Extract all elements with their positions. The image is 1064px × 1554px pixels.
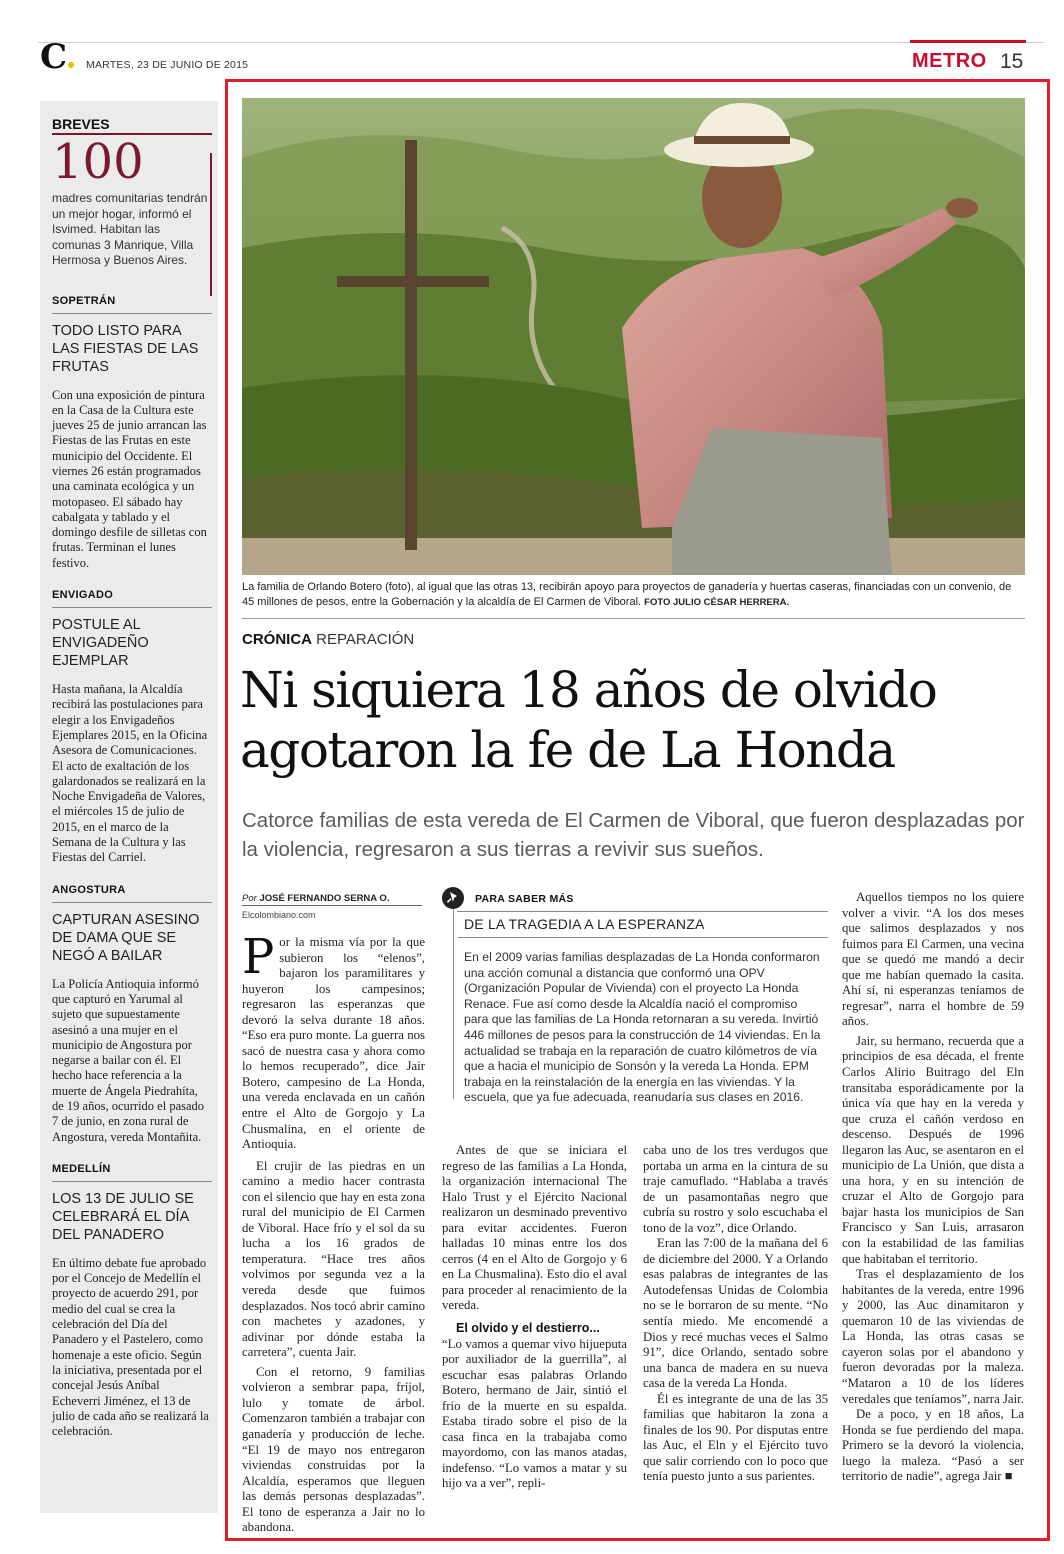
pin-icon [442,887,464,909]
byline [242,893,422,906]
author-name: JOSÉ FERNANDO SERNA O. [259,893,390,904]
farmer-photo-illustration [242,98,1025,575]
briefs-number: 100 [52,134,144,190]
paragraph: Antes de que se iniciara el regreso de las familias a La Honda, la organización internacional The Halo Trust y el Ejército Nacional realizaron un desminado preventivo para evitar accidentes. Fueron halladas 10 minas entre los dos cerros (4 en el Alto de Gorgojo y 6 en La Chusmalina). Esto dio el aval para proceder al renacimiento de la vereda. [442,1143,627,1313]
brief-body: En último debate fue aprobado por el Concejo de Medellín el proyecto de acuerdo 291, por medio del cual se crea la celebración del Día del Panadero y el Pastelero, como homenaje a este oficio. Según la iniciativa, presentada por el concejal Jesús Aníbal Echeverri Jiménez, el 13 de julio de cada año se realizará la celebración. [52,1255,209,1439]
box-headline: DE LA TRAGEDIA A LA ESPERANZA [464,916,705,932]
page-number: 15 [1000,50,1024,73]
brief-headline: LOS 13 DE JULIO SE CELEBRARÁ EL DÍA DEL PANADERO [52,1190,194,1243]
box-headline-rule [458,937,828,938]
kicker-label: CRÓNICA [242,631,312,648]
box-body: En el 2009 varias familias desplazadas de La Honda conformaron una acción comunal a distancia que conformó una OPV (Organización Popular de Vivienda) con el proyecto La Honda Renace. Fue así como desde la Alcaldía nació el compromiso para que las familias de La Honda retornaran a su vereda. Invirtió 446 millones de pesos para la construcción de 14 viviendas. En la actualidad se trabaja en la reparación de cuatro kilómetros de vía que a hacia el municipio de Sonsón y la vereda La Honda. EPM trabaja en la reinstalación de la energía en las viviendas. Y la escuela, que ya fue adecuada, reanudaría sus clases en 2016. [464,950,821,1105]
issue-date: MARTES, 23 DE JUNIO DE 2015 [86,59,249,71]
box-vertical-rule [453,909,454,1099]
caption-rule [242,618,1025,619]
section-subhead: El olvido y el destierro... [456,1321,600,1336]
paragraph: El crujir de las piedras en un camino a medio hacer contrasta con el silencio que hay en esta zona rural del municipio de El Carmen de Viboral. Hace frío y el sol da su lucha a los 16 grados de temperatura. “Hace tres años volvimos por segunda vez a la vereda desde que fuimos desplazados. Nos tocó abrir camino con machetes y azadones, y adivinar por dónde estaba la carretera”, cuenta Jair. [242,1158,425,1360]
article-column-2 [442,1143,627,1492]
article-column-3 [643,1143,828,1485]
section-name: METRO [912,50,987,72]
box-title: PARA SABER MÁS [475,893,574,905]
brief-body: Con una exposición de pintura en la Casa de la Cultura este jueves 25 de junio arrancan las Fiestas de las Frutas en este municipio del Occidente. El viernes 26 están programados una caminata ecológica y un motopaseo. El sábado hay cabalgata y tablado y el domingo desfile de silletas con frutas. Terminan el lunes festivo. [52,387,207,570]
brief-item [52,1163,210,1440]
paragraph [242,929,425,1153]
photo-caption [242,580,1025,610]
paragraph-text: or la misma vía por la que subieron los “elenos”, bajaron los paramilitares y huyeron los campesinos; regresaron las esperanzas que devoró la selva durante 18 años. “Eso era puro monte. La guerra nos sacó de nuestra casa y ahora como lo hemos recuperado”, dice Jair Botero, campesino de La Honda, una vereda enclavada en un cañón entre el Alto de Gorgojo y La Chusmalina, en el oriente de Antioquia. [242,935,425,1152]
brief-place: SOPETRÁN [52,295,212,314]
box-top-rule [457,911,828,912]
pin-icon-glyph [442,887,464,909]
logo-dot [68,62,74,68]
article-dek: Catorce familias de esta vereda de El Carmen de Viboral, que fueron desplazadas por la violencia, regresaron a sus tierras a revivir sus sueños. [242,809,1025,861]
briefs-accent-rule [210,153,212,296]
section-bar [910,40,1026,43]
article-kicker [242,631,414,648]
brief-headline: POSTULE AL ENVIGADEÑO EJEMPLAR [52,617,149,670]
article-photo [242,98,1025,575]
paragraph: Con el retorno, 9 familias volvieron a sembrar papa, fríjol, lulo y tomate de árbol. Comenzaron también a trabajar con ganadería y producción de leche. “El 19 de mayo nos entregaron viviendas construidas por la Alcaldía, esperamos que lleguen las demás personas desplazadas”. El tono de esperanza a Jair no lo abandona. [242,1364,425,1535]
header-rule [38,42,1044,43]
caption-text: La familia de Orlando Botero (foto), al igual que las otras 13, recibirán apoyo para proyectos de ganadería y huertas caseras, financiadas con un convenio, de 45 millones de pesos, entre la Gobernación y la alcaldía de El Carmen de Viboral. [242,581,1012,608]
paragraph: De a poco, y en 18 años, La Honda se fue perdiendo del mapa. Primero se la devoró la violencia, luego la maleza. “Pasó a ser territorio de nadie”, agrega Jair ■ [842,1407,1024,1484]
paragraph: Tras el desplazamiento de los habitantes de la vereda, entre 1996 y 2000, las Auc dinamitaron y quemaron 10 de las viviendas de La Honda, las otras casas se cayeron solas por el abandono y fueron devoradas por la maleza. “Mataron a 10 de los líderes veredales que teníamos”, narra Jair. [842,1267,1024,1406]
brief-body: La Policía Antioquia informó que capturó en Yarumal al sujeto que supuestamente asesinó a una mujer en el municipio de Angostura por negarse a bailar con él. El hecho hace referencia a la muerte de Ángela Piedrahíta, de 19 años, ocurrido el pasado 7 de junio, en zona rural de Angostura, vereda Montañita. [52,976,205,1144]
byline-prefix: Por [242,893,257,904]
paragraph: “Lo vamos a quemar vivo hijueputa por auxiliador de la guerrilla”, al escuchar esas palabras Orlando Botero, hermano de Jair, sintió el frío de la muerte en su espalda. Estaba tirado sobre el piso de la casa finca en la trabajaba como mayordomo, con las manos atadas, indefenso. “Lo vamos a matar y su hijo va a ver”, repli- [442,1336,627,1491]
briefs-sidebar [40,101,218,1513]
briefs-number-text: madres comunitarias tendrán un mejor hogar, informó el Isvimed. Habitan las comunas 3 Manrique, Villa Hermosa y Buenos Aires. [52,191,208,267]
newspaper-logo: C [40,40,74,74]
paragraph: Aquellos tiempos no los quiere volver a vivir. “A los dos meses que salimos desplazados y nos fuimos para El Carmen, una vecina que se quedó me mandó a decir que me habían quemado la casita. Ahí sí, ni esperanzas teníamos de regresar”, narra el hombre de 59 años. [842,890,1024,1029]
brief-place: ENVIGADO [52,589,212,608]
article-headline [240,660,1040,780]
paragraph: Él es integrante de una de las 35 familias que habitaron la zona a finales de los 90. Por disputas entre las Auc, el Eln y el Ejército tuvo que salir corriendo con lo poco que tenía puesto junto a sus parientes. [643,1391,828,1484]
brief-item [52,589,210,866]
headline-line-2: agotaron la fe de La Honda [240,721,895,779]
article-column-1 [242,929,425,1536]
byline-site: Elcolombiano.com [242,910,316,920]
photo-credit: FOTO JULIO CÉSAR HERRERA. [644,596,790,608]
drop-cap: P [242,929,275,985]
paragraph: Eran las 7:00 de la mañana del 6 de diciembre del 2000. Y a Orlando esas palabras de integrantes de las Autodefensas Unidas de Colombia no se le borraron de su mente. “No sentía miedo. Me encomendé a Dios y recé muchas veces el Salmo 91”, dice Orlando, sentado sobre una banca de madera en su nueva casa de la vereda La Honda. [643,1236,828,1391]
article-column-4 [842,890,1024,1485]
paragraph: Jair, su hermano, recuerda que a principios de esa década, el frente Carlos Alirio Buitrago del Eln transitaba esporádicamente por la única vía que hay en la vereda y que cruza el cañón verdoso en descenso. Después de 1996 llegaron las Auc, se asentaron en el municipio de La Unión, que dista a una hora, y en su intención de cruzar el Alto de Gorgojo para bajar hasta los municipios de San Francisco y San Luis, arrasaron con la estabilidad de las familias que habitaban el territorio. [842,1033,1024,1266]
brief-item [52,295,210,572]
brief-headline: CAPTURAN ASESINO DE DAMA QUE SE NEGÓ A BAILAR [52,911,200,964]
brief-place: ANGOSTURA [52,884,212,903]
brief-item [52,884,210,1145]
paragraph: caba uno de los tres verdugos que portaba un arma en la cintura de su traje camuflado. “Hablaba a través de un pasamontañas negro que cubría su rostro y solo escuchaba el tono de la voz”, dice Orlando. [643,1143,828,1235]
headline-line-1: Ni siquiera 18 años de olvido [240,661,937,719]
briefs-label: BREVES [52,116,212,135]
kicker-topic: REPARACIÓN [316,631,415,648]
brief-place: MEDELLÍN [52,1163,212,1182]
brief-body: Hasta mañana, la Alcaldía recibirá las postulaciones para elegir a los Envigadeños Ejemplares 2015, en la Oficina Asesora de Comunicaciones. El acto de exaltación de los galardonados se realizará en la Noche Envigadeña de Valores, el miércoles 15 de julio de 2015, en el marco de la Semana de la Cultura y las Fiestas del Carriel. [52,682,208,865]
brief-headline: TODO LISTO PARA LAS FIESTAS DE LAS FRUTAS [52,322,199,375]
